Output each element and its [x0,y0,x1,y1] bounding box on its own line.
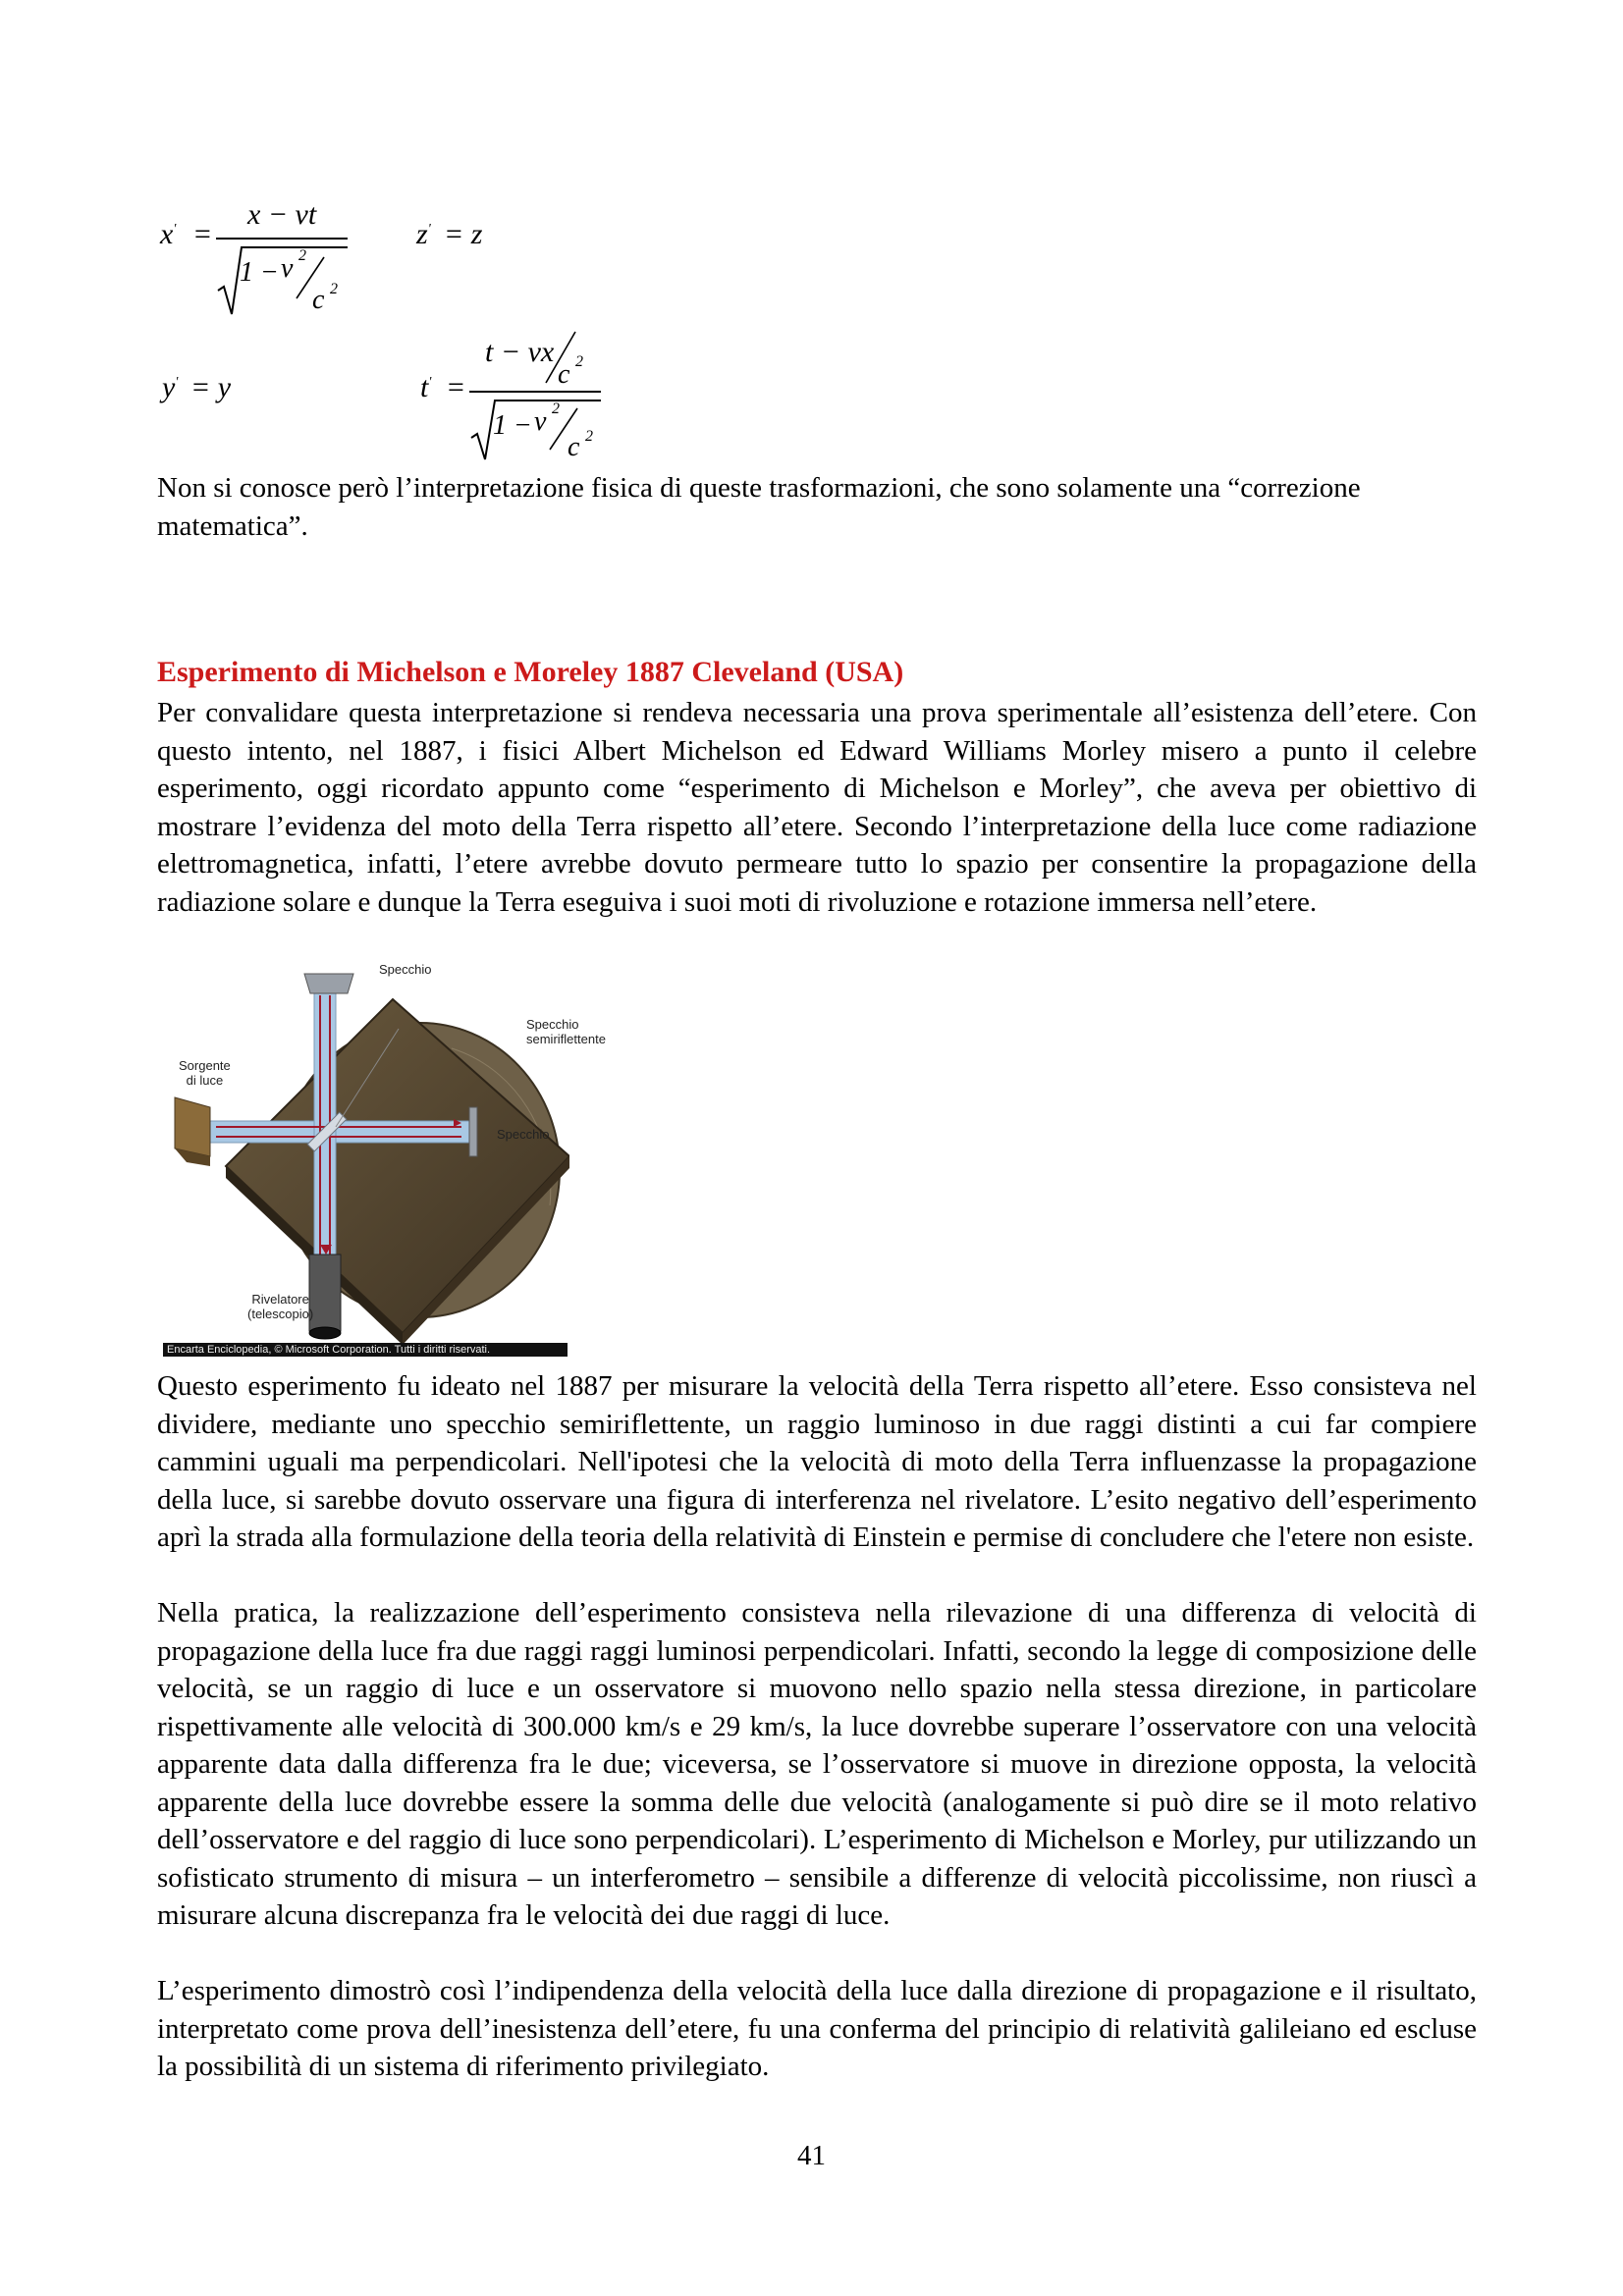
formula-x-numerator: x − vt [247,198,317,231]
paragraph-1: Per convalidare questa interpretazione si rendeva necessaria una prova sperimentale all’esistenza dell’etere. Con questo intento, nel 1887, i fisici Albert Michelson ed Edward Williams Morley misero a punto il celebre esperimento, oggi ricordato appunto come “esperimento di Michelson e Morley”, che aveva per obiettivo di mostrare l’evidenza del moto della Terra rispetto all’etere. Secondo l’interpretazione della luce come radiazione elettromagnetica, infatti, l’etere avrebbe dovuto permeare tutto lo spazio per consentire la propagazione della radiazione solare e dunque la Terra eseguiva i suoi moti di rivoluzione e rotazione immersa nell’etere. [157,697,1477,918]
top-mirror [304,974,353,993]
formula-x-lhs: x' [160,218,177,250]
formula-x-eq: = [192,218,213,250]
label-mirror-right: Specchio [497,1127,550,1142]
formula-y-rhs: = y [190,371,232,403]
formula-t-v: v [534,406,547,437]
interferometer-figure [157,960,606,1356]
right-mirror [469,1107,477,1156]
label-mirror-top: Specchio [379,962,432,977]
diamond-platform [226,999,569,1333]
formula-t-eq: = [446,371,466,403]
formula-z-rhs: = z [444,218,483,250]
formula-t-one-minus: 1 − [493,410,532,441]
page-number: 41 [797,2140,826,2171]
intro-paragraph: Non si conosce però l’interpretazione fisica di queste trasformazioni, che sono solamente una “correzione matematica”. [157,472,1361,542]
light-source [175,1097,210,1156]
telescope [309,1255,341,1331]
formula-x-fraction-line [216,238,348,240]
formula-y-lhs: y' [162,371,179,403]
formula-t-num-c: c [558,359,570,390]
formula-x-v: v [281,253,294,284]
section-heading: Esperimento di Michelson e Moreley 1887 Cleveland (USA) [157,656,904,688]
label-detector: Rivelatore (telescopio) [247,1292,314,1321]
formula-x-v-exp: 2 [298,247,306,264]
figure-credit: Encarta Enciclopedia, © Microsoft Corporation. Tutti i diritti riservati. [163,1343,568,1357]
formula-t-num-c-exp: 2 [575,353,583,370]
formula-t-lhs: t' [420,371,432,403]
formula-t-v-exp: 2 [552,400,560,417]
interferometer-diagram [157,960,569,1343]
paragraph-4: L’esperimento dimostrò così l’indipendenza della velocità della luce dalla direzione di propagazione e il risultato, interpretato come prova dell’inesistenza dell’etere, fu una conferma del principio di relatività galileiano ed escluse la possibilità di un sistema di riferimento privilegiato. [157,1975,1477,2082]
label-source: Sorgente di luce [179,1058,231,1088]
formula-t-c-exp: 2 [585,428,593,445]
formula-t-fraction-line [469,391,601,393]
paragraph-2: Questo esperimento fu ideato nel 1887 per misurare la velocità della Terra rispetto all’etere. Esso consisteva nel dividere, mediante uno specchio semiriflettente, un raggio luminoso in due raggi distinti a cui far compiere cammini uguali ma perpendicolari. Nell'ipotesi che la velocità di moto della Terra influenzasse la propagazione della luce, si sarebbe dovuto osservare una figura di interferenza nel rivelatore. L’esito negativo dell’esperimento aprì la strada alla formulazione della teoria della relatività di Einstein e permise di concludere che l'etere non esiste. [157,1370,1477,1553]
paragraph-3: Nella pratica, la realizzazione dell’esperimento consisteva nella rilevazione di una differenza di velocità di propagazione della luce fra due raggi raggi luminosi perpendicolari. Infatti, secondo la legge di composizione delle velocità, se un raggio di luce e un osservatore si muovono nello spazio nella stessa direzione, in particolare rispettivamente alle velocità di 300.000 km/s e 29 km/s, la luce dovrebbe superare l’osservatore con una velocità apparente data dalla differenza fra le due; viceversa, se l’osservatore si muove in direzione opposta, la velocità apparente della luce dovrebbe essere la somma delle due velocità (analogamente si può dire se il moto relativo dell’osservatore e del raggio di luce sono perpendicolari). L’esperimento di Michelson e Morley, pur utilizzando un sofisticato strumento di misura – un interferometro – sensibile a differenze di velocità piccolissime, non riuscì a misurare alcuna discrepanza fra le velocità dei due raggi di luce. [157,1597,1477,1931]
formula-x-c-exp: 2 [330,281,338,297]
formula-x-c: c [312,285,325,315]
formula-t-numerator: t − vx [485,336,555,368]
label-half-mirror: Specchio semiriflettente [526,1017,606,1046]
formula-z-lhs: z' [416,218,431,250]
formula-x-one-minus: 1 − [240,257,279,288]
formula-t-c: c [568,432,580,462]
